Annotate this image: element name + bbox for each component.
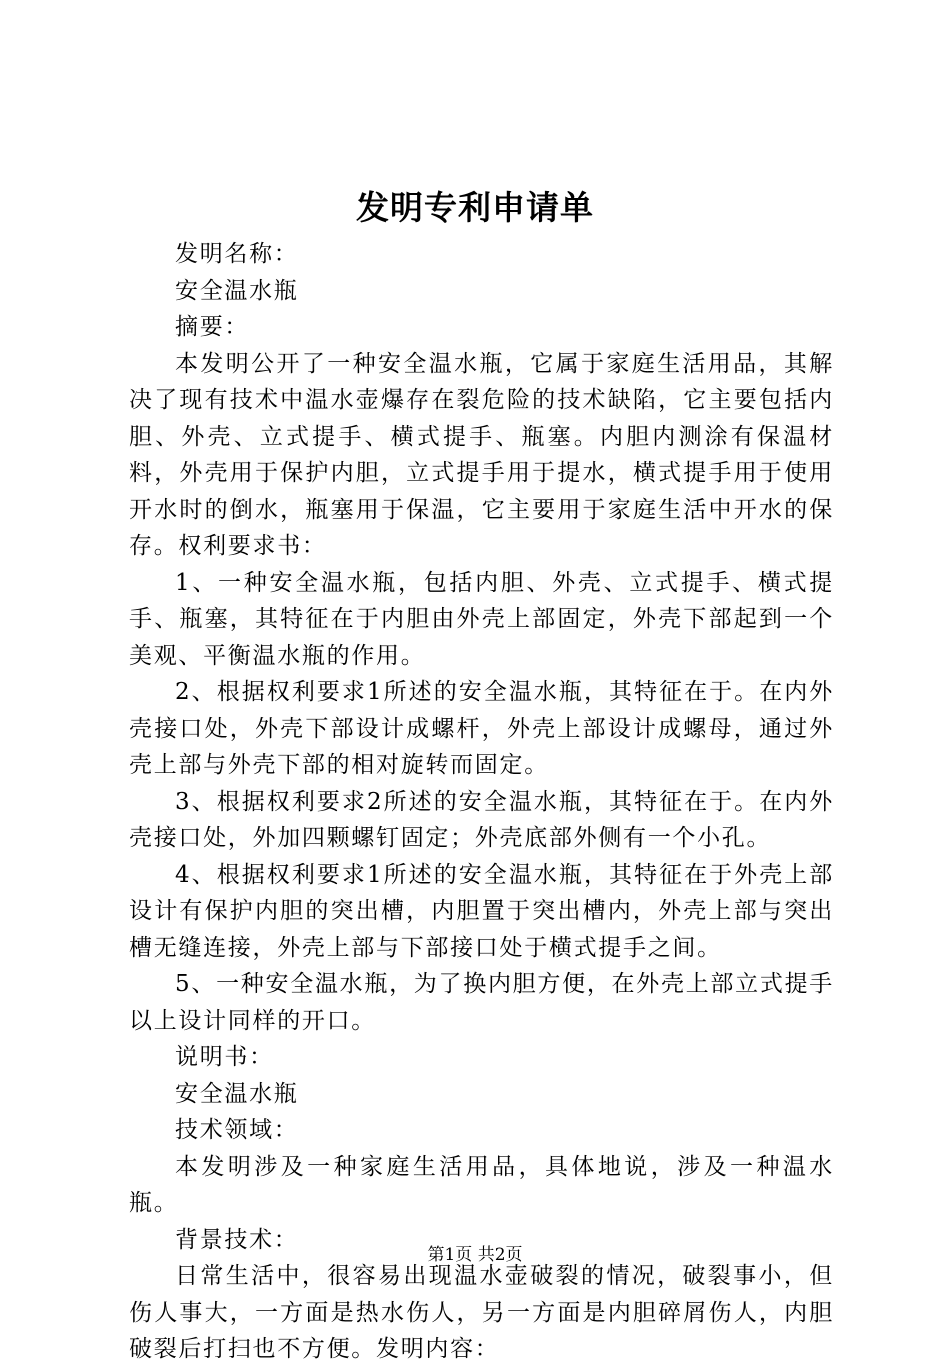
paragraph-invention-name: 安全温水瓶 xyxy=(175,277,299,304)
paragraph-invention-name-label: 发明名称： xyxy=(175,241,299,267)
document-title: 发明专利申请单 xyxy=(356,188,594,227)
document-body xyxy=(129,236,834,1368)
paragraph-technical-field-label: 技术领域： xyxy=(175,1117,299,1143)
paragraph-background-label: 背景技术： xyxy=(175,1226,299,1253)
paragraph-specification-name: 安全温水瓶 xyxy=(175,1080,299,1107)
paragraph-claim-1: 1、一种安全温水瓶，包括内胆、外壳、立式提手、横式提手、瓶塞，其特征在于内胆由外壳上部固定，外壳下部起到一个美观、平衡温水瓶的作用。 xyxy=(129,569,834,669)
page-footer: 第1页 共2页 xyxy=(427,1245,523,1265)
paragraph-technical-field: 本发明涉及一种家庭生活用品，具体地说，涉及一种温水瓶。 xyxy=(129,1153,834,1216)
paragraph-claim-5: 5、一种安全温水瓶，为了换内胆方便，在外壳上部立式提手以上设计同样的开口。 xyxy=(129,971,834,1034)
paragraph-claim-4: 4、根据权利要求1所述的安全温水瓶，其特征在于外壳上部设计有保护内胆的突出槽，内胆置于突出槽内，外壳上部与突出槽无缝连接，外壳上部与下部接口处于横式提手之间。 xyxy=(129,861,834,961)
paragraph-abstract-label: 摘要： xyxy=(175,314,250,340)
paragraph-claim-2: 2、根据权利要求1所述的安全温水瓶，其特征在于。在内外壳接口处，外壳下部设计成螺杆，外壳上部设计成螺母，通过外壳上部与外壳下部的相对旋转而固定。 xyxy=(129,679,834,778)
paragraph-abstract: 本发明公开了一种安全温水瓶，它属于家庭生活用品，其解决了现有技术中温水壶爆存在裂危险的技术缺陷，它主要包括内胆、外壳、立式提手、横式提手、瓶塞。内胆内测涂有保温材料，外壳用于保护内胆，立式提手用于提水，横式提手用于使用开水时的倒水，瓶塞用于保温，它主要用于家庭生活中开水的保存。权利要求书： xyxy=(129,350,834,559)
paragraph-background: 日常生活中，很容易出现温水壶破裂的情况，破裂事小，但伤人事大，一方面是热水伤人，另一方面是内胆碎屑伤人，内胆破裂后打扫也不方便。发明内容： xyxy=(129,1263,834,1362)
paragraph-specification-label: 说明书： xyxy=(175,1044,274,1070)
paragraph-claim-3: 3、根据权利要求2所述的安全温水瓶，其特征在于。在内外壳接口处，外加四颗螺钉固定；外壳底部外侧有一个小孔。 xyxy=(129,788,834,851)
